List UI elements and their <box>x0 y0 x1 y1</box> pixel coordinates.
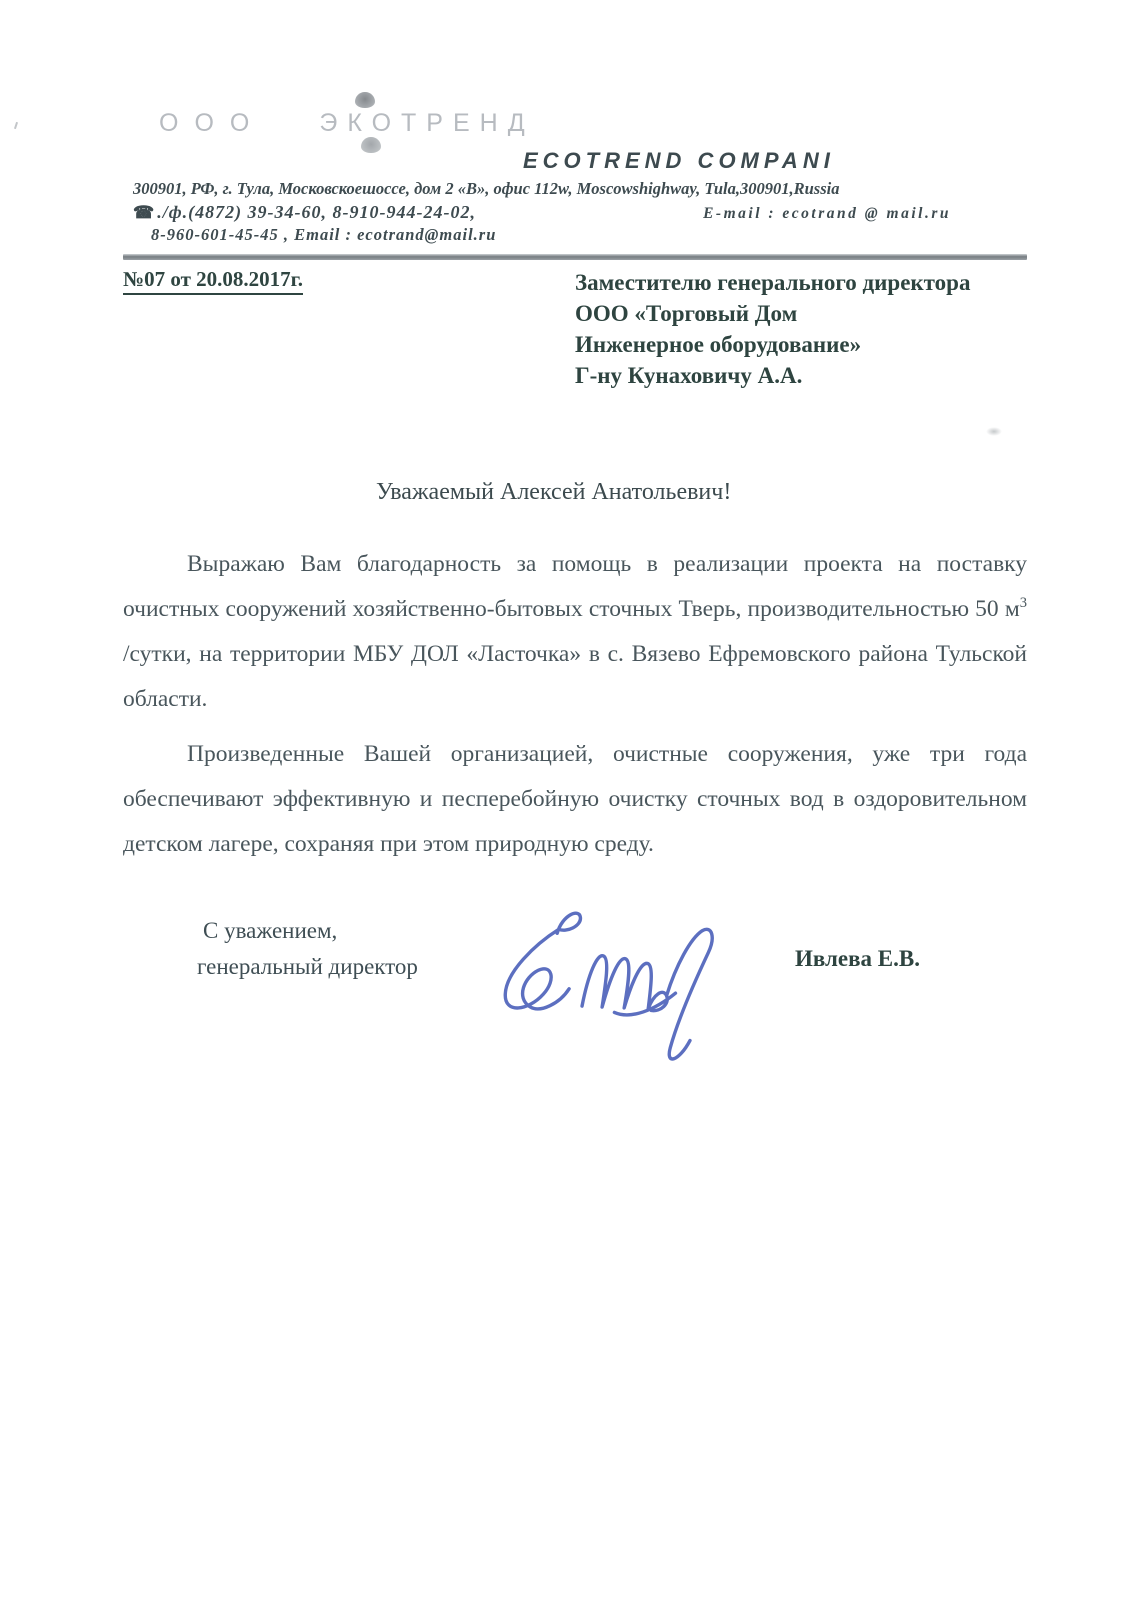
company-address: 300901, РФ, г. Тула, Московскоешоссе, дом 2 «В», офис 112w, Moscowshighway, Tula,300901,Russia <box>133 179 840 198</box>
addressee-line: ООО «Торговый Дом <box>575 301 798 326</box>
header-divider <box>123 254 1027 260</box>
reference-number: №07 от 20.08.2017г. <box>123 267 303 295</box>
body-paragraph-2: Произведенные Вашей организацией, очистные сооружения, уже три года обеспечивают эффективную и песперебойную очистку сточных вод в оздоровительном детском лагере, сохраняя при этом природную среду. <box>123 741 1027 857</box>
email-address: E-mail : ecotrand @ mail.ru <box>703 205 951 222</box>
company-name-latin: ECOTREND COMPANI <box>523 148 835 173</box>
reference-addressee-row <box>123 267 1027 391</box>
closing-line-1: С уважением, <box>203 918 338 943</box>
closing-line-2: генеральный директор <box>197 954 418 979</box>
letterhead <box>123 96 1027 260</box>
logo-ooo-text: ООО <box>159 109 266 137</box>
salutation: Уважаемый Алексей Анатольевич! <box>376 479 732 505</box>
phone-line-2: 8-960-601-45-45 , Email : ecotrand@mail.ru <box>151 225 497 244</box>
letter-content <box>123 0 1027 1083</box>
addressee-line: Заместителю генерального директора <box>575 270 971 295</box>
leaf-ornament-icon <box>361 137 381 153</box>
phone-email-row <box>123 202 1027 223</box>
logo-name-wrap <box>319 109 534 138</box>
phone-icon: ☎ <box>133 203 156 222</box>
phone-fax-numbers: ./ф.(4872) 39-34-60, 8-910-944-24-02, <box>157 202 477 222</box>
body-paragraph-1 <box>123 542 1027 722</box>
handwritten-signature <box>463 901 743 1071</box>
addressee-line: Г-ну Кунаховичу А.А. <box>575 363 803 388</box>
leaf-ornament-icon <box>355 92 375 108</box>
addressee-block <box>575 267 1027 391</box>
volume-superscript: 3 <box>1019 595 1027 612</box>
signatory-name: Ивлева Е.В. <box>795 946 920 971</box>
paragraph-1-text: Выражаю Вам благодарность за помощь в реализации проекта на поставку очистных сооружений хозяйственно-бытовых сточных Тверь, производительностью 50 м <box>123 551 1027 622</box>
company-logo <box>123 96 1027 138</box>
paragraph-1-text-cont: /сутки, на территории МБУ ДОЛ «Ласточка» в с. Вязево Ефремовского района Тульской области. <box>123 641 1027 712</box>
logo-company-name: ЭКОТРЕНД <box>319 109 535 137</box>
scan-artifact <box>14 122 18 129</box>
signature-block <box>123 913 1027 1083</box>
addressee-line: Инженерное оборудование» <box>575 332 862 357</box>
phone-fax-line <box>133 202 476 223</box>
